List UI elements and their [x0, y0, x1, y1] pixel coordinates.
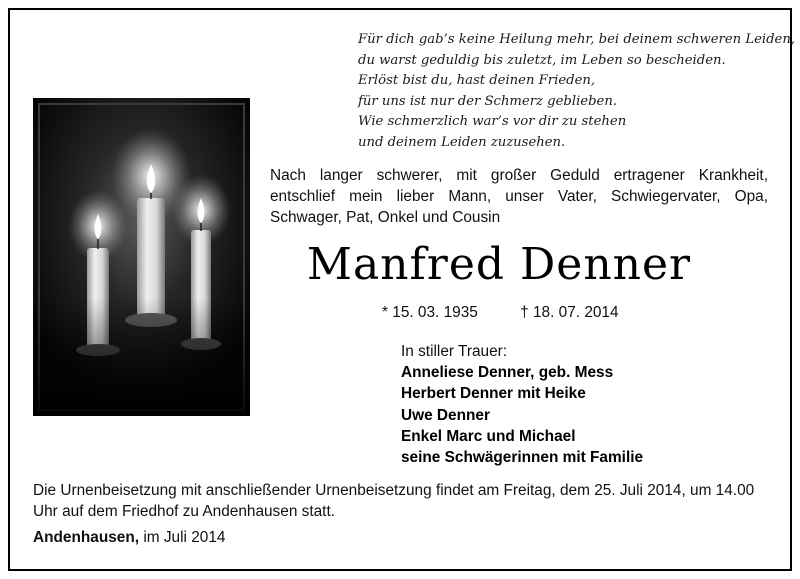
place-date: im Juli 2014 [139, 529, 226, 546]
mourner-name: Anneliese Denner, geb. Mess [401, 364, 614, 381]
candles-photo [33, 98, 250, 416]
death-date: † 18. 07. 2014 [520, 304, 619, 321]
funeral-notice: Die Urnenbeisetzung mit anschließender Urnenbeisetzung findet am Freitag, dem 25. Juli 2014, um 14.00 Uhr auf dem Friedhof zu Andenhausen statt. [33, 482, 755, 520]
birth-date: * 15. 03. 1935 [382, 304, 478, 321]
mourning-label: In stiller Trauer: [401, 343, 508, 360]
poem-line: Erlöst bist du, hast deinen Frieden, [358, 73, 596, 89]
life-dates [382, 303, 619, 323]
mourner-name: Enkel Marc und Michael [401, 427, 576, 445]
mourner-name: seine Schwägerinnen mit Familie [401, 449, 644, 467]
poem [358, 30, 796, 154]
place-town: Andenhausen, [33, 529, 140, 546]
poem-line: für uns ist nur der Schmerz geblieben. [358, 93, 618, 109]
mourner-name: Herbert Denner mit Heike [401, 385, 586, 403]
poem-line: Wie schmerzlich war’s vor dir zu stehen [358, 114, 627, 130]
poem-line: Für dich gab’s keine Heilung mehr, bei deinem schweren Leiden, [358, 32, 796, 47]
deceased-name: Manfred Denner [306, 239, 692, 290]
place-date-line [33, 528, 225, 548]
three-candles-icon [33, 98, 250, 416]
poem-line: und deinem Leiden zuzusehen. [358, 134, 566, 150]
intro-text: Nach langer schwerer, mit großer Geduld ertragener Krankheit, entschlief mein lieber Mann, unser Vater, Schwiegervater, Opa, Schwager, Pat, Onkel und Cousin [270, 167, 768, 227]
mourner-name: Uwe Denner [401, 406, 490, 424]
mourner-list [401, 362, 643, 468]
poem-line: du warst geduldig bis zuletzt, im Leben so bescheiden. [358, 52, 726, 68]
